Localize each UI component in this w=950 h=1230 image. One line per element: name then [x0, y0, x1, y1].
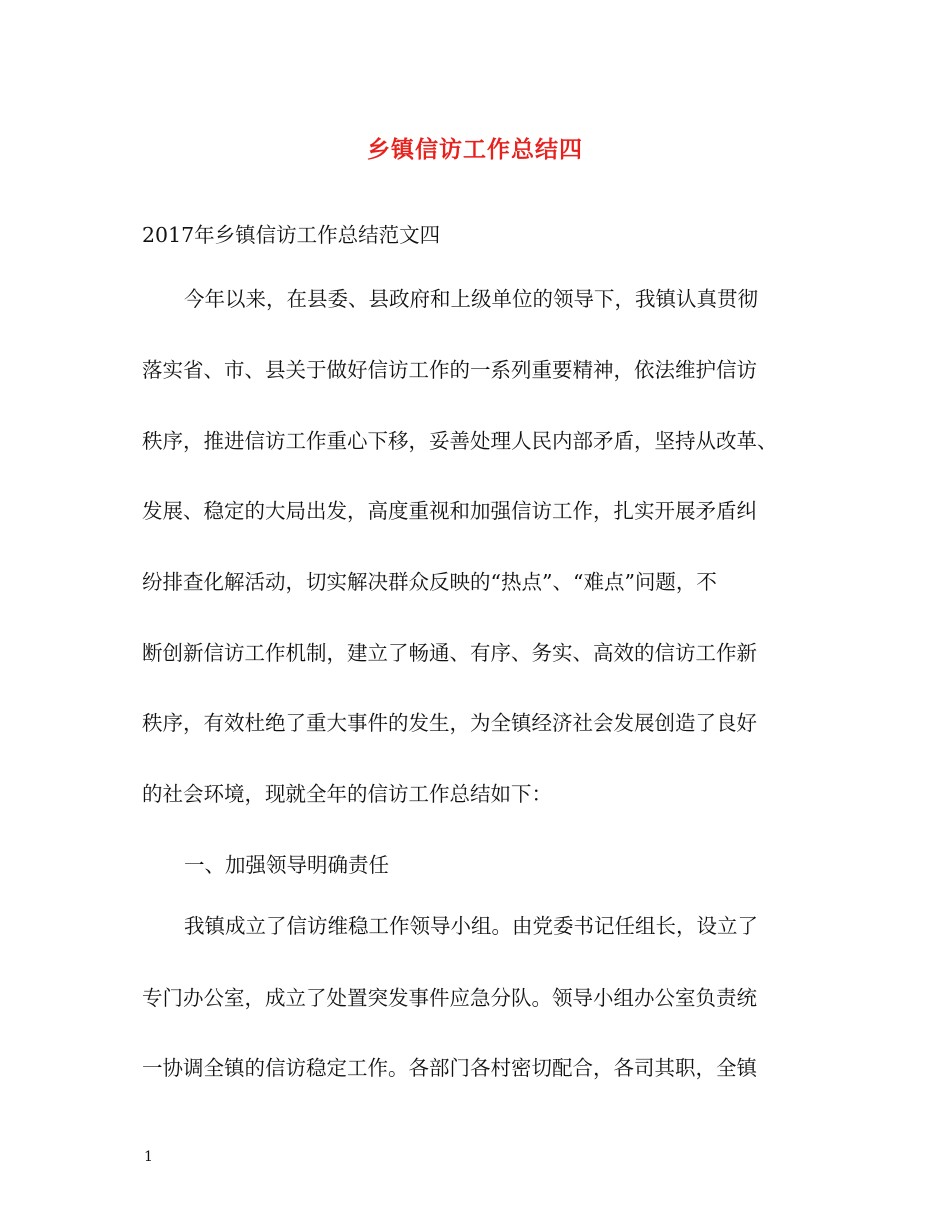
paragraph-line: 一协调全镇的信访稳定工作。各部门各村密切配合，各司其职，全镇	[142, 1056, 757, 1080]
paragraph-line: 纷排查化解活动，切实解决群众反映的“热点”、“难点”问题，不	[142, 570, 717, 594]
paragraph-line: 秩序，推进信访工作重心下移，妥善处理人民内部矛盾，坚持从改革、	[142, 429, 778, 453]
document-subtitle: 2017年乡镇信访工作总结范文四	[142, 223, 441, 247]
paragraph-line: 专门办公室，成立了处置突发事件应急分队。领导小组办公室负责统	[142, 986, 757, 1010]
paragraph-line: 今年以来，在县委、县政府和上级单位的领导下，我镇认真贯彻	[184, 287, 758, 311]
paragraph-line: 秩序，有效杜绝了重大事件的发生，为全镇经济社会发展创造了良好	[142, 711, 757, 735]
paragraph-line: 落实省、市、县关于做好信访工作的一系列重要精神，依法维护信访	[142, 358, 757, 382]
section-heading: 一、加强领导明确责任	[184, 853, 389, 877]
paragraph-line: 发展、稳定的大局出发，高度重视和加强信访工作，扎实开展矛盾纠	[142, 499, 757, 523]
document-title: 乡镇信访工作总结四	[367, 136, 583, 163]
paragraph-line: 的社会环境，现就全年的信访工作总结如下：	[142, 782, 552, 806]
paragraph-line: 我镇成立了信访维稳工作领导小组。由党委书记任组长，设立了	[184, 914, 758, 938]
paragraph-line: 断创新信访工作机制，建立了畅通、有序、务实、高效的信访工作新	[142, 641, 757, 665]
page-number: 1	[144, 1149, 153, 1165]
